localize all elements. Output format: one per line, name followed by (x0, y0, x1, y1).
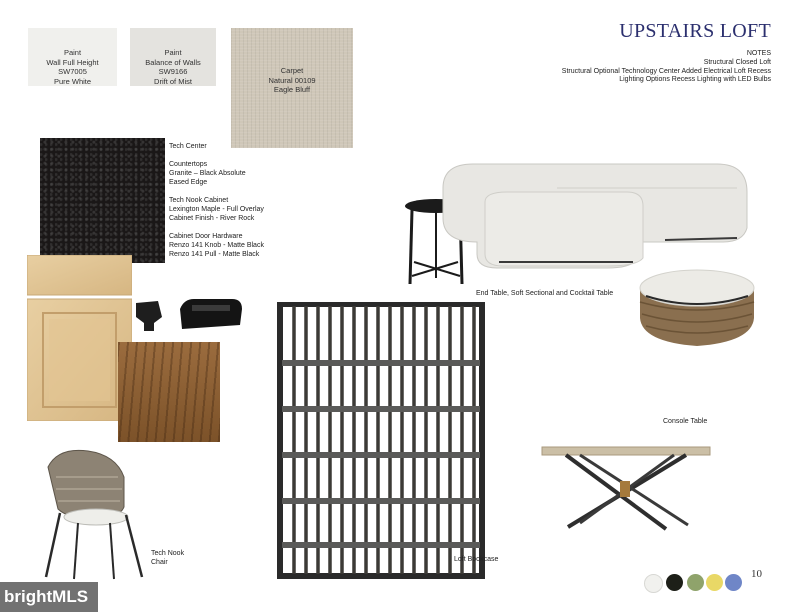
tech-nook-chair-image (38, 447, 150, 582)
granite-countertop-sample (40, 138, 165, 263)
spec-gap (169, 223, 319, 232)
caption-line: Chair (151, 559, 168, 566)
spec-line: Cabinet Finish - River Rock (169, 215, 255, 222)
cocktail-table-image (636, 262, 758, 348)
swatch-label: Paint (164, 48, 182, 57)
notes-line: Structural Closed Loft (703, 58, 771, 66)
notes-line: Structural Optional Technology Center Added Electrical Loft Recess (561, 67, 771, 75)
swatch-label: Carpet (280, 66, 304, 75)
bright-mls-watermark: brightMLS (0, 582, 98, 612)
tech-center-specs (169, 142, 319, 259)
spec-line: Cabinet Door Hardware (169, 233, 243, 240)
palette-dot-black (666, 574, 683, 591)
page-number: 10 (751, 568, 762, 580)
swatch-label: Natural 00109 (268, 75, 316, 85)
spec-line: Tech Nook Cabinet (169, 197, 229, 204)
notes-block (562, 50, 771, 85)
notes-heading: NOTES (746, 50, 771, 57)
maple-cabinet-door-image (27, 255, 132, 421)
spec-line: Tech Center (169, 143, 207, 150)
console-table-image (540, 443, 712, 533)
swatch-label: Eagle Bluff (273, 85, 311, 94)
spec-line: Lexington Maple - Full Overlay (169, 206, 264, 213)
palette-dot-yellow (706, 574, 723, 591)
soft-sectional-image (437, 158, 749, 270)
swatch-label: Drift of Mist (154, 76, 192, 86)
swatch-label: Wall Full Height (46, 57, 99, 67)
spec-gap (169, 151, 319, 160)
palette-dot-green (687, 574, 704, 591)
caption-line: Tech Nook (151, 550, 185, 557)
sofa-caption: End Table, Soft Sectional and Cocktail Table (476, 290, 614, 297)
console-caption: Console Table (663, 418, 708, 425)
swatch-label: Balance of Walls (145, 57, 201, 67)
swatch-label: SW7005 (58, 67, 87, 76)
page-title: UPSTAIRS LOFT (619, 20, 771, 42)
spec-gap (169, 187, 319, 196)
palette-dot-white (644, 574, 663, 593)
palette-dot-blue (725, 574, 742, 591)
notes-line: Lighting Options Recess Lighting with LED Bulbs (619, 76, 771, 84)
wood-finish-sample (118, 342, 220, 442)
spec-line: Renzo 141 Pull - Matte Black (169, 251, 260, 258)
spec-line: Renzo 141 Knob - Matte Black (169, 242, 264, 249)
chair-caption (151, 549, 184, 567)
cabinet-hardware-image (132, 295, 244, 337)
spec-line: Granite – Black Absolute (169, 170, 246, 177)
spec-line: Countertops (169, 161, 208, 168)
swatch-label: Pure White (53, 76, 92, 86)
paint-swatch-drift-of-mist (130, 28, 216, 86)
spec-line: Eased Edge (169, 179, 208, 186)
carpet-swatch (231, 28, 353, 148)
bookcase-caption: Loft Bookcase (454, 556, 499, 563)
swatch-label: Paint (63, 48, 82, 57)
paint-swatch-pure-white (28, 28, 117, 86)
loft-bookcase-image (276, 302, 486, 580)
swatch-label: SW9166 (158, 67, 188, 76)
